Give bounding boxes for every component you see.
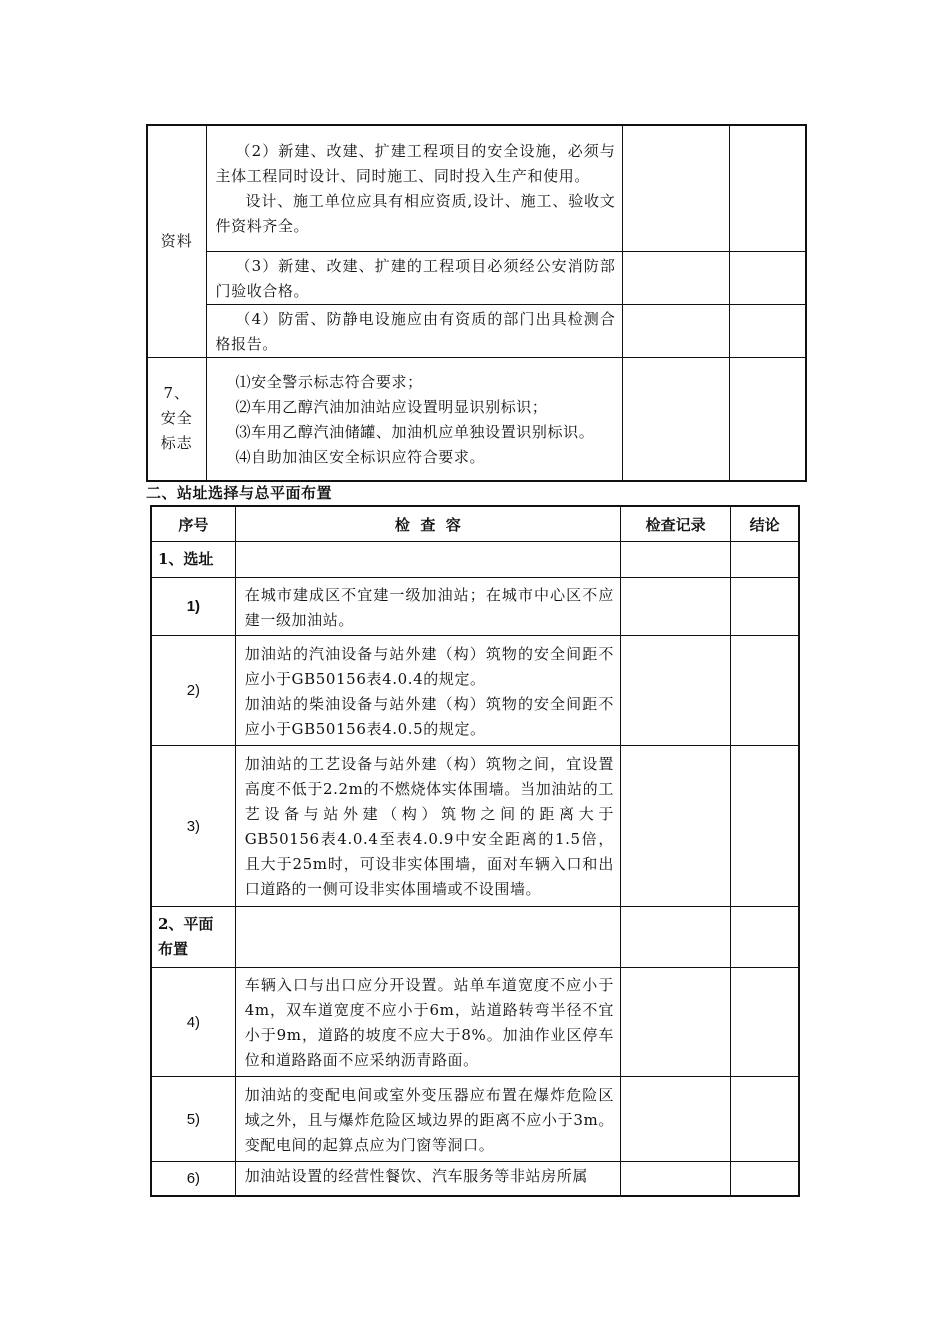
record-cell [620,746,730,907]
check-item-text: 加油站的柴油设备与站外建（构）筑物的安全间距不应小于GB50156表4.0.5的规定。 [244,694,614,738]
conclusion-cell [731,636,799,746]
check-item [235,746,620,907]
category-label-line: 7、 [163,384,191,403]
record-cell [622,125,729,251]
check-item-docs-2 [206,125,622,251]
check-item-text: ⑵车用乙醇汽油加油站应设置明显识别标识； [235,397,548,416]
table-row [151,578,799,636]
check-item-safety-signs [206,357,622,481]
group-label: 1、选址 [151,542,235,578]
record-cell [620,1162,730,1196]
group-label-line: 2、平面 [158,915,214,933]
record-cell [620,907,730,968]
table-header-row [151,506,799,542]
conclusion-cell [731,1077,799,1162]
row-number: 6) [151,1162,235,1196]
conclusion-cell [731,542,799,578]
check-item [235,636,620,746]
check-item [235,578,620,636]
record-cell [622,304,729,357]
check-item [235,1077,620,1162]
category-label-docs: 资料 [160,231,193,250]
group-label [151,907,235,968]
row-number: 2) [151,636,235,746]
check-item-docs-4 [206,304,622,357]
check-item-text: 加油站的工艺设备与站外建（构）筑物之间，宜设置高度不低于2.2m的不燃烧体实体围墙。当加油站的工艺设备与站外建（构）筑物之间的距离大于GB50156表4.0.4至表4.0.9中安全距离的1.5倍，且大于25m时，可设非实体围墙，面对车辆入口和出口道路的一侧可设非实体围墙或不设围墙。 [244,755,614,898]
record-cell [620,636,730,746]
record-cell [620,578,730,636]
inspection-table-part1 [146,124,807,482]
group-label-line: 布置 [158,940,189,958]
header-no: 序号 [151,506,235,542]
check-item-text: 加油站的汽油设备与站外建（构）筑物的安全间距不应小于GB50156表4.0.4的规定。 [244,644,614,688]
check-item-text: 在城市建成区不宜建一级加油站；在城市中心区不应建一级加油站。 [244,585,614,629]
record-cell [620,542,730,578]
check-item-text: （4）防雷、防静电设施应由有资质的部门出具检测合格报告。 [215,309,616,353]
row-number: 4) [151,968,235,1077]
group-row-layout [151,907,799,968]
check-item-docs-3 [206,251,622,304]
conclusion-cell [729,304,806,357]
check-item-text: 设计、施工单位应具有相应资质,设计、施工、验收文件资料齐全。 [215,192,616,236]
category-label-line: 标志 [160,434,193,453]
check-item-text: 车辆入口与出口应分开设置。站单车道宽度不应小于4m，双车道宽度不应小于6m，站道路转弯半径不宜小于9m，道路的坡度不应大于8%。加油作业区停车位和道路路面不应采纳沥青路面。 [244,976,614,1069]
record-cell [622,251,729,304]
conclusion-cell [731,746,799,907]
conclusion-cell [729,251,806,304]
check-item-text: ⑷自助加油区安全标识应符合要求。 [235,447,486,466]
conclusion-cell [731,1162,799,1196]
content-cell [235,542,620,578]
row-number: 5) [151,1077,235,1162]
check-item [235,1162,620,1196]
category-cell-docs [147,125,206,357]
conclusion-cell [731,968,799,1077]
check-item-text: （2）新建、改建、扩建工程项目的安全设施，必须与主体工程同时设计、同时施工、同时投入生产和使用。 [215,142,616,186]
table-row [151,636,799,746]
conclusion-cell [729,357,806,481]
record-cell [620,1077,730,1162]
header-conclusion: 结论 [731,506,799,542]
conclusion-cell [731,907,799,968]
check-item-text: 加油站设置的经营性餐饮、汽车服务等非站房所属 [244,1167,588,1185]
record-cell [622,357,729,481]
table-row [151,1162,799,1196]
conclusion-cell [729,125,806,251]
header-content: 检 查 容 [235,506,620,542]
section-title: 二、站址选择与总平面布置 [146,484,333,502]
check-item-text: ⑴安全警示标志符合要求； [235,372,423,391]
check-item [235,968,620,1077]
conclusion-cell [731,578,799,636]
table-row [151,746,799,907]
table-row [151,968,799,1077]
inspection-table-site-layout [150,505,800,1197]
check-item-text: ⑶车用乙醇汽油储罐、加油机应单独设置识别标识。 [235,422,595,441]
category-label-line: 安全 [160,409,193,428]
record-cell [620,968,730,1077]
table-row [151,1077,799,1162]
check-item-text: （3）新建、改建、扩建的工程项目必须经公安消防部门验收合格。 [215,256,616,300]
group-row-site-selection [151,542,799,578]
header-record: 检查记录 [620,506,730,542]
category-cell-safety-signs [147,357,206,481]
check-item-text: 加油站的变配电间或室外变压器应布置在爆炸危险区域之外，且与爆炸危险区域边界的距离不应小于3m。变配电间的起算点应为门窗等洞口。 [244,1085,614,1154]
row-number: 3) [151,746,235,907]
content-cell [235,907,620,968]
row-number: 1) [151,578,235,636]
